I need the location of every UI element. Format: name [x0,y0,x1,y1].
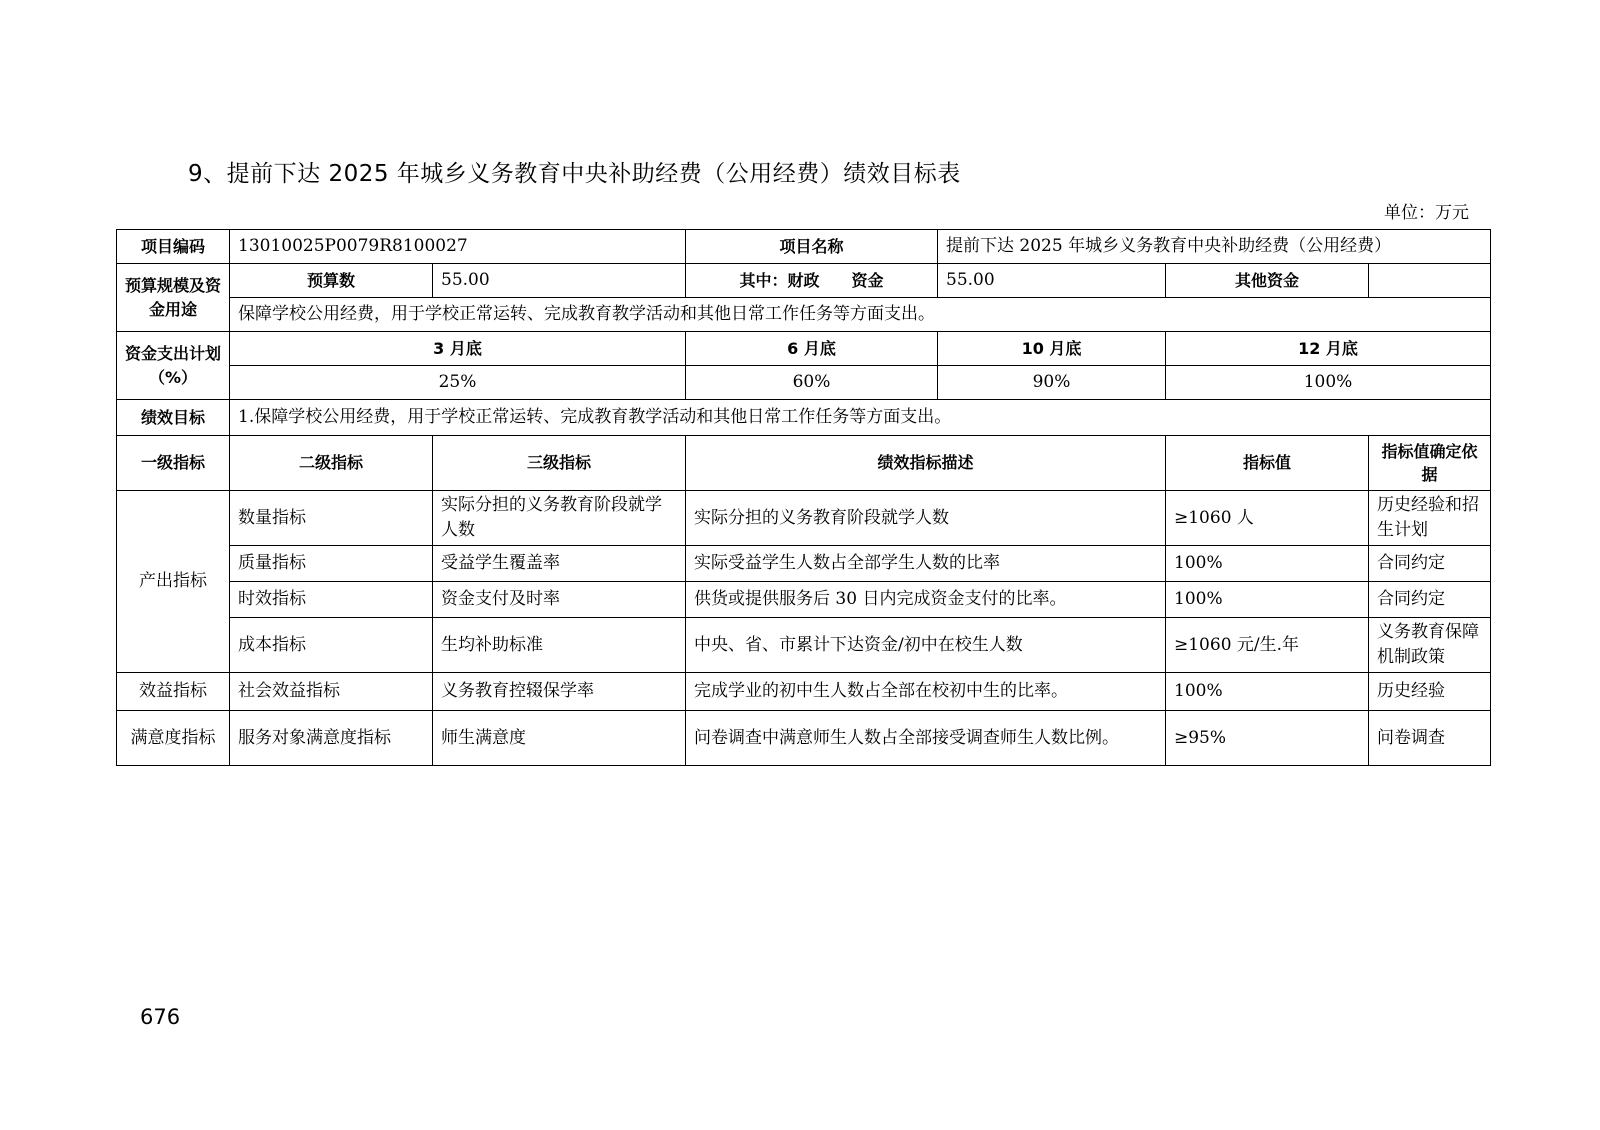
level3-cell: 受益学生覆盖率 [433,546,686,582]
spending-percent: 25% [230,366,686,400]
level1-benefit: 效益指标 [117,673,230,711]
goal-label: 绩效目标 [117,400,230,436]
month-header: 10 月底 [938,332,1166,366]
goal-row [117,400,1491,436]
description-cell: 中央、省、市累计下达资金/初中在校生人数 [686,618,1166,673]
table-row [117,618,1491,673]
column-header: 绩效指标描述 [686,436,1166,491]
value-cell: ≥95% [1166,711,1369,766]
basis-cell: 义务教育保障机制政策 [1369,618,1491,673]
funds-usage: 保障学校公用经费，用于学校正常运转、完成教育教学活动和其他日常工作任务等方面支出。 [230,298,1491,332]
level3-cell: 实际分担的义务教育阶段就学人数 [433,491,686,546]
level1-satisfaction: 满意度指标 [117,711,230,766]
goal-text: 1.保障学校公用经费，用于学校正常运转、完成教育教学活动和其他日常工作任务等方面支出。 [230,400,1491,436]
basis-cell: 历史经验和招生计划 [1369,491,1491,546]
performance-target-table [116,229,1491,766]
budget-section-label: 预算规模及资金用途 [117,264,230,332]
document-title: 9、提前下达 2025 年城乡义务教育中央补助经费（公用经费）绩效目标表 [188,161,961,187]
other-funds-amount [1369,264,1491,298]
basis-cell: 问卷调查 [1369,711,1491,766]
level3-cell: 师生满意度 [433,711,686,766]
level1-output: 产出指标 [117,491,230,673]
level3-cell: 义务教育控辍保学率 [433,673,686,711]
basis-cell: 历史经验 [1369,673,1491,711]
indicator-header-row [117,436,1491,491]
spending-percent: 90% [938,366,1166,400]
spending-percent: 100% [1166,366,1491,400]
column-header: 三级指标 [433,436,686,491]
fiscal-funds-label: 其中：财政 资金 [686,264,938,298]
table-row [117,711,1491,766]
level2-cell: 时效指标 [230,582,433,618]
project-code: 13010025P0079R8100027 [230,230,686,264]
level3-cell: 生均补助标准 [433,618,686,673]
basis-cell: 合同约定 [1369,546,1491,582]
spending-percents-row [117,366,1491,400]
unit-label: 单位：万元 [1384,203,1469,223]
level2-cell: 社会效益指标 [230,673,433,711]
level3-cell: 资金支付及时率 [433,582,686,618]
level2-cell: 质量指标 [230,546,433,582]
spending-percent: 60% [686,366,938,400]
level2-cell: 服务对象满意度指标 [230,711,433,766]
table-row [117,491,1491,546]
value-cell: 100% [1166,673,1369,711]
value-cell: 100% [1166,582,1369,618]
level2-cell: 成本指标 [230,618,433,673]
budget-amount-label: 预算数 [230,264,433,298]
description-cell: 实际受益学生人数占全部学生人数的比率 [686,546,1166,582]
basis-cell: 合同约定 [1369,582,1491,618]
column-header: 指标值 [1166,436,1369,491]
usage-row [117,298,1491,332]
description-cell: 完成学业的初中生人数占全部在校初中生的比率。 [686,673,1166,711]
month-header: 3 月底 [230,332,686,366]
page-number: 676 [140,1005,181,1029]
description-cell: 问卷调查中满意师生人数占全部接受调查师生人数比例。 [686,711,1166,766]
table-row [117,546,1491,582]
project-name-label: 项目名称 [686,230,938,264]
value-cell: 100% [1166,546,1369,582]
value-cell: ≥1060 元/生.年 [1166,618,1369,673]
month-header: 12 月底 [1166,332,1491,366]
project-name: 提前下达 2025 年城乡义务教育中央补助经费（公用经费） [938,230,1491,264]
budget-row [117,264,1491,298]
fiscal-funds-amount: 55.00 [938,264,1166,298]
budget-amount: 55.00 [433,264,686,298]
table-row [117,673,1491,711]
value-cell: ≥1060 人 [1166,491,1369,546]
table-row [117,582,1491,618]
description-cell: 供货或提供服务后 30 日内完成资金支付的比率。 [686,582,1166,618]
description-cell: 实际分担的义务教育阶段就学人数 [686,491,1166,546]
spending-months-row [117,332,1491,366]
column-header: 指标值确定依据 [1369,436,1491,491]
column-header: 二级指标 [230,436,433,491]
month-header: 6 月底 [686,332,938,366]
other-funds-label: 其他资金 [1166,264,1369,298]
column-header: 一级指标 [117,436,230,491]
project-row [117,230,1491,264]
spending-plan-label: 资金支出计划（%） [117,332,230,400]
project-code-label: 项目编码 [117,230,230,264]
level2-cell: 数量指标 [230,491,433,546]
